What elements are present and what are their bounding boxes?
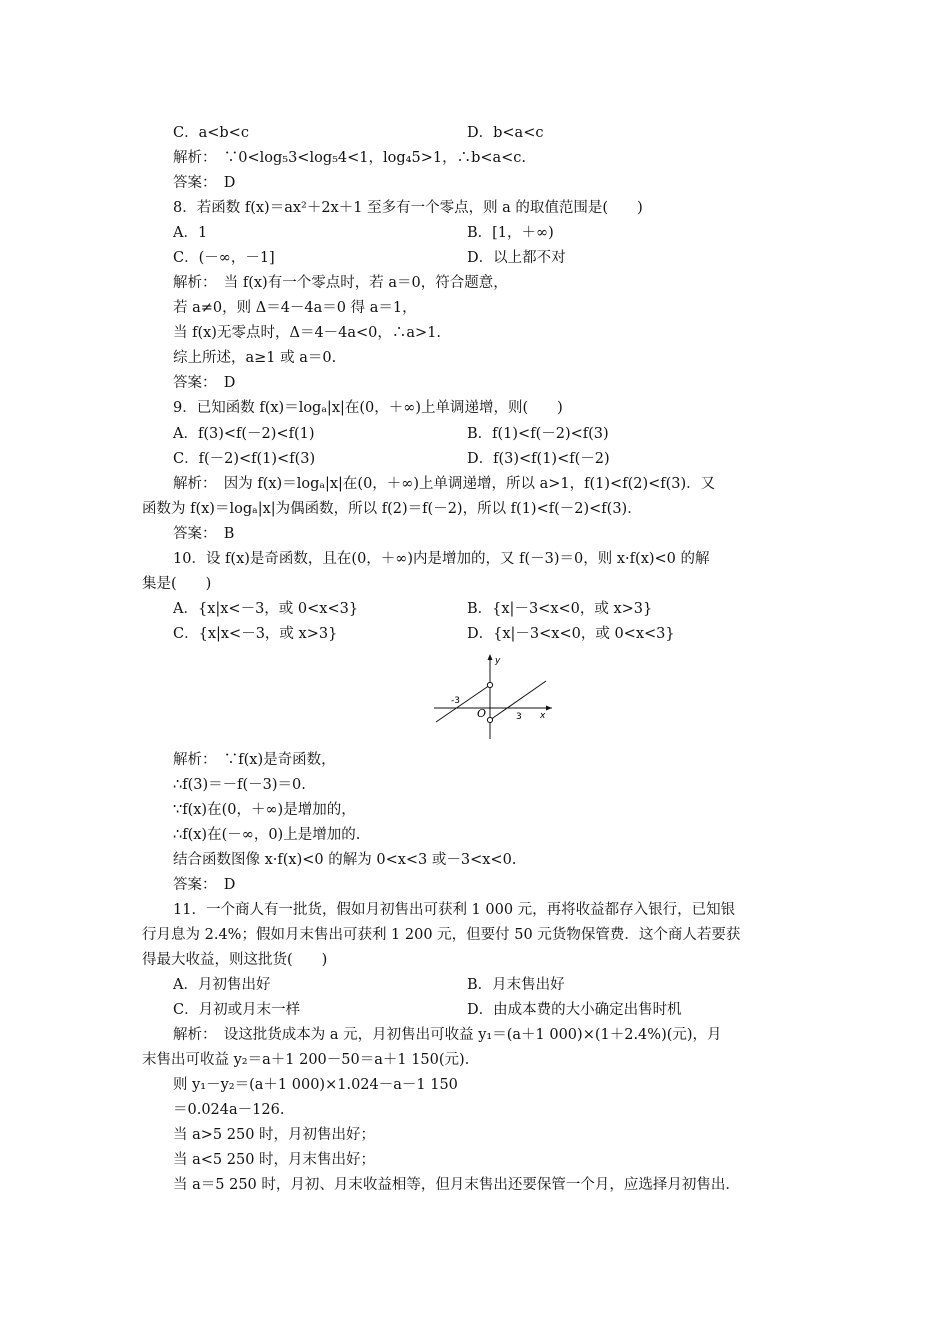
q9-stem: 9．已知函数 f(x)＝logₐ|x|在(0，＋∞)上单调递增，则( ) [173, 400, 563, 416]
q11-analysis-3: 则 y₁－y₂＝(a＋1 000)×1.024－a－1 150 [173, 1077, 458, 1093]
q8-stem: 8．若函数 f(x)＝ax²＋2x＋1 至多有一个零点，则 a 的取值范围是( ) [173, 200, 643, 216]
q7-analysis: 解析： ∵0<log₅3<log₅4<1，log₄5>1，∴b<a<c. [173, 150, 527, 166]
q11-stem-2: 行月息为 2.4%；假如月末售出可获利 1 200 元，但要付 50 元货物保管费．这个商人若要获 [142, 927, 741, 943]
q8-option-a: A．1 [173, 225, 208, 241]
q10-analysis-5: 结合函数图像 x·f(x)<0 的解为 0<x<3 或－3<x<0. [173, 852, 517, 868]
tick-label-3: 3 [516, 712, 522, 722]
function-graph-figure [428, 651, 554, 741]
q8-analysis-1: 解析： 当 f(x)有一个零点时，若 a＝0，符合题意， [173, 275, 508, 291]
q10-stem-2: 集是( ) [142, 576, 212, 592]
q11-analysis-6: 当 a<5 250 时，月末售出好； [173, 1152, 376, 1168]
q11-stem-1: 11．一个商人有一批货，假如月初售出可获利 1 000 元，再将收益都存入银行，已知银 [173, 902, 736, 918]
q11-stem-3: 得最大收益，则这批货( ) [142, 952, 328, 968]
origin-label: O [477, 707, 487, 720]
q9-option-c: C．f(－2)<f(1)<f(3) [173, 451, 316, 467]
q8-option-c: C．(－∞，－1] [173, 250, 275, 266]
q8-analysis-4: 综上所述，a≥1 或 a＝0. [173, 350, 337, 366]
q7-option-c: C．a<b<c [173, 125, 249, 141]
q9-analysis-1: 解析： 因为 f(x)＝logₐ|x|在(0，＋∞)上单调递增，所以 a>1，f(1)<f(2)<f(3)．又 [173, 476, 716, 492]
q11-option-a: A．月初售出好 [173, 977, 271, 993]
q8-analysis-2: 若 a≠0，则 Δ＝4－4a＝0 得 a＝1， [173, 300, 417, 316]
q8-option-d: D．以上都不对 [467, 250, 566, 266]
y-axis-arrow [488, 654, 493, 660]
q10-analysis-3: ∵f(x)在(0，＋∞)是增加的， [173, 802, 356, 818]
q10-analysis-4: ∴f(x)在(－∞，0)上是增加的. [173, 827, 361, 843]
q10-answer: 答案： D [173, 877, 236, 893]
q11-analysis-4: ＝0.024a－126. [173, 1102, 285, 1118]
q7-option-d: D．b<a<c [467, 125, 544, 141]
q8-option-b: B．[1，＋∞) [467, 225, 554, 241]
open-point-upper [487, 682, 492, 687]
q10-option-b: B．{x|－3<x<0，或 x>3} [467, 601, 653, 617]
q11-analysis-5: 当 a>5 250 时，月初售出好； [173, 1127, 376, 1143]
y-label: y [495, 656, 501, 666]
q10-analysis-2: ∴f(3)＝－f(－3)＝0. [173, 777, 306, 793]
q11-option-d: D．由成本费的大小确定出售时机 [467, 1002, 682, 1018]
q7-answer: 答案： D [173, 175, 236, 191]
q11-analysis-7: 当 a＝5 250 时，月初、月末收益相等，但月末售出还要保管一个月，应选择月初售出． [173, 1177, 740, 1193]
q11-option-b: B．月末售出好 [467, 977, 565, 993]
open-point-lower [487, 717, 492, 722]
q11-analysis-1: 解析： 设这批货成本为 a 元，月初售出可收益 y₁＝(a＋1 000)×(1＋2.4%)(元)，月 [173, 1027, 722, 1043]
q9-option-d: D．f(3)<f(1)<f(－2) [467, 451, 610, 467]
q10-analysis-1: 解析： ∵f(x)是奇函数， [173, 752, 336, 768]
q9-analysis-2: 函数为 f(x)＝logₐ|x|为偶函数，所以 f(2)＝f(－2)，所以 f(1)<f(－2)<f(3)． [142, 501, 642, 517]
q8-analysis-3: 当 f(x)无零点时，Δ＝4－4a<0，∴a>1. [173, 325, 442, 341]
q10-option-d: D．{x|－3<x<0，或 0<x<3} [467, 626, 675, 642]
q9-option-b: B．f(1)<f(－2)<f(3) [467, 426, 609, 442]
q10-stem-1: 10．设 f(x)是奇函数，且在(0，＋∞)内是增加的，又 f(－3)＝0，则 x·f(x)<0 的解 [173, 551, 710, 567]
x-axis-arrow [546, 706, 552, 711]
q10-option-a: A．{x|x<－3，或 0<x<3} [173, 601, 359, 617]
tick-label-neg3: -3 [451, 696, 460, 706]
q11-analysis-2: 末售出可收益 y₂＝a＋1 200－50＝a＋1 150(元)． [142, 1052, 480, 1068]
x-label: x [540, 711, 546, 721]
q8-answer: 答案： D [173, 375, 236, 391]
q11-option-c: C．月初或月末一样 [173, 1002, 301, 1018]
q9-option-a: A．f(3)<f(－2)<f(1) [173, 426, 315, 442]
q9-answer: 答案： B [173, 526, 235, 542]
q10-option-c: C．{x|x<－3，或 x>3} [173, 626, 338, 642]
